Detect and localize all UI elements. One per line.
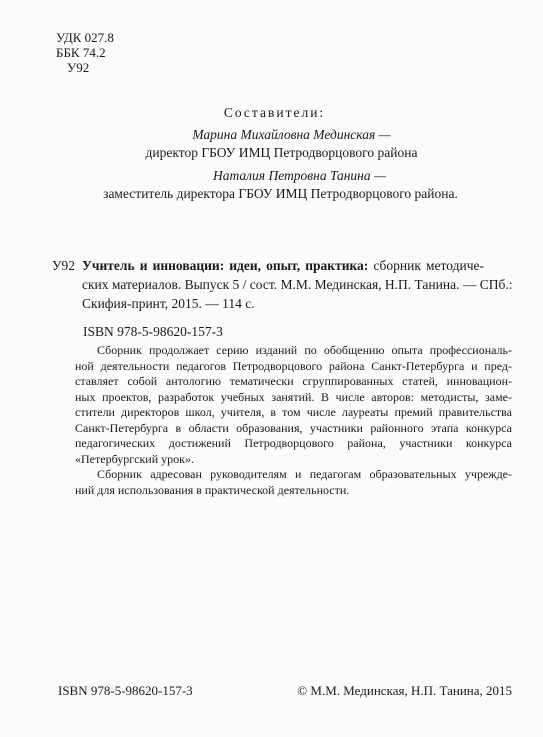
- compiler-name: Марина Михайловна Мединская —: [192, 127, 391, 142]
- annotation-line: ной деятельности педагогов Петродворцового района Санкт-Петербурга и пред-: [75, 358, 512, 373]
- annotation-line: Сборник адресован руководителям и педагогам образовательных учрежде-: [97, 467, 512, 481]
- record-text: сборник методиче-: [368, 258, 484, 273]
- record-line: ских материалов. Выпуск 5 / сост. М.М. Мединская, Н.П. Танина. — СПб.:: [82, 277, 513, 292]
- isbn-record: ISBN 978-5-98620-157-3: [83, 324, 223, 339]
- compiler-role: заместитель директора ГБОУ ИМЦ Петродворцового района.: [103, 186, 458, 201]
- annotation-line: стители директоров школ, учителя, в том числе лауреаты премий правительства: [75, 405, 512, 419]
- annotation-line: «Петербургский урок».: [75, 451, 194, 466]
- copyright-notice: © М.М. Мединская, Н.П. Танина, 2015: [297, 683, 512, 698]
- bibliographic-record: [52, 256, 513, 313]
- bbk-code: ББК 74.2: [56, 45, 106, 60]
- annotation-line: ных проектов, разработок учебных занятий. В числе авторов: методисты, заме-: [75, 389, 512, 404]
- annotation: [75, 343, 512, 498]
- record-line: Скифия-принт, 2015. — 114 с.: [82, 296, 255, 311]
- author-mark: У92: [67, 60, 90, 75]
- classification-codes: [56, 30, 114, 75]
- annotation-line: ний для использования в практической деятельности.: [75, 482, 350, 497]
- annotation-line: Сборник продолжает серию изданий по обобщению опыта профессиональ-: [97, 343, 512, 357]
- footer-isbn: ISBN 978-5-98620-157-3: [58, 683, 193, 698]
- record-code: У92: [52, 258, 76, 273]
- annotation-line: педагогических достижений Петродворцового района, участники конкурса: [75, 436, 512, 450]
- compiler-name: Наталия Петровна Танина —: [213, 168, 386, 183]
- compilers-heading: Составители:: [223, 105, 326, 120]
- record-title: Учитель и инновации: идеи, опыт, практика:: [82, 258, 369, 273]
- udk-code: УДК 027.8: [56, 30, 114, 45]
- annotation-line: ставляет собой антологию тематически сгруппированных статей, инновацион-: [75, 374, 512, 388]
- annotation-line: Санкт-Петербурга в области образования, участники районного этапа конкурса: [75, 420, 512, 435]
- record-line: [82, 256, 484, 275]
- compiler-role: директор ГБОУ ИМЦ Петродворцового района: [145, 145, 418, 160]
